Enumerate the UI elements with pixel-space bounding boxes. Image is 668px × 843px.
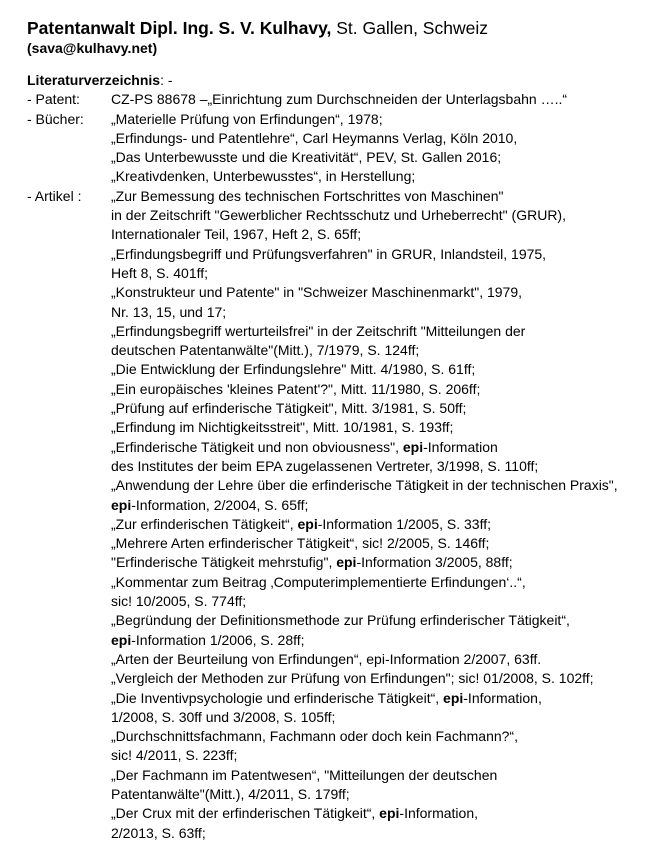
patent-entry-text [111,90,567,109]
artikel-entry-line [27,187,658,206]
patent-entry-line [27,90,658,109]
epi-bold-text: epi [443,689,464,706]
entry-segment: „Begründung der Definitionsmethode zur Prüfung erfinderischer Tätigkeit“, [111,612,570,629]
artikel-entry-text [111,206,566,225]
heading-text: Literaturverzeichnis [27,72,161,88]
artikel-entry-line [27,534,658,553]
entry-segment: -Information 1/2005, S. 33ff; [317,515,492,532]
entry-segment: „Durchschnittsfachmann, Fachmann oder doch kein Fachmann?“, [111,728,518,745]
artikel-entry-text [111,457,538,476]
artikel-entry-text [111,534,489,553]
entry-segment: „Erfindungsbegriff werturteilsfrei" in der Zeitschrift "Mitteilungen der [111,322,526,339]
entry-segment: des Institutes der beim EPA zugelassenen Vertreter, 3/1998, S. 110ff; [111,457,539,474]
artikel-entry-text [111,303,226,322]
artikel-entry-text [111,804,478,823]
entry-segment: -Information 1/2006, S. 28ff; [131,631,305,648]
entry-segment: „Erfindungs- und Patentlehre“, Carl Heymanns Verlag, Köln 2010, [111,129,518,146]
artikel-entry-text [111,418,453,437]
entry-segment: „Die Entwicklung der Erfindungslehre" Mitt. 4/1980, S. 61ff; [111,361,476,378]
artikel-entry-line [27,206,658,225]
entry-segment: -Information, [463,689,542,706]
epi-bold-text: epi [111,496,132,513]
artikel-entry-text [111,225,361,244]
letterhead [27,18,488,57]
attorney-email: (sava@kulhavy.net) [27,40,158,56]
artikel-entry-line [27,476,658,495]
entry-segment: „Arten der Beurteilung von Erfindungen“, epi-Information 2/2007, 63ff. [111,650,542,667]
artikel-entry-line [27,283,658,302]
artikel-entry-text [111,746,237,765]
entry-segment: -Information, 2/2004, S. 65ff; [131,496,309,513]
artikel-entry-line [27,303,658,322]
artikel-entry-text [111,650,541,669]
artikel-entry-line [27,457,658,476]
patent-label: - Patent: [27,91,80,108]
artikel-entry-text [111,611,570,630]
artikel-entry-text [111,245,546,264]
entry-segment: -Information 3/2005, 88ff; [356,554,513,571]
artikel-entry-text [111,785,350,804]
artikel-entry-line [27,264,658,283]
entry-segment: „Ein europäisches 'kleines Patent'?", Mitt. 11/1980, S. 206ff; [111,380,481,397]
artikel-entry-text [111,438,498,457]
artikel-entry-line [27,766,658,785]
artikel-entry-line [27,708,658,727]
entry-segment: „Materielle Prüfung von Erfindungen“, 1978; [111,110,383,127]
artikel-entry-text [111,187,503,206]
artikel-entry-text [111,360,475,379]
artikel-entry-line [27,418,658,437]
entry-segment: Heft 8, S. 401ff; [111,264,209,281]
entry-segment: „Zur erfinderischen Tätigkeit“, [111,515,298,532]
epi-bold-text: epi [297,515,318,532]
entry-segment: „Erfindung im Nichtigkeitsstreit", Mitt. 10/1981, S. 193ff; [111,419,454,436]
artikel-entry-line [27,225,658,244]
artikel-entry-line [27,689,658,708]
artikel-entry-line [27,399,658,418]
entry-segment: „Erfinderische Tätigkeit und non obviousness", [111,438,403,455]
artikel-entry-text [111,766,497,785]
artikel-entry-text [111,496,308,515]
entry-segment: „Der Fachmann im Patentwesen“, "Mitteilungen der deutschen [111,766,498,783]
literature-list [27,71,658,843]
entry-segment: deutschen Patentanwälte"(Mitt.), 7/1979, S. 124ff; [111,342,420,359]
artikel-label: - Artikel : [27,187,82,204]
artikel-entry-text [111,689,542,708]
epi-bold-text: epi [336,554,357,571]
artikel-entry-line [27,322,658,341]
letterhead-title [27,18,488,39]
artikel-entry-line [27,496,658,515]
artikel-entry-line [27,727,658,746]
entry-segment: CZ-PS 88678 –„Einrichtung zum Durchschneiden der Unterlagsbahn …..“ [111,91,568,108]
epi-bold-text: epi [111,631,132,648]
artikel-entry-line [27,824,658,843]
artikel-entry-line [27,785,658,804]
entry-segment: „Prüfung auf erfinderische Tätigkeit", Mitt. 3/1981, S. 50ff; [111,400,467,417]
entry-segment: „Der Crux mit der erfinderischen Tätigkeit“, [111,805,380,822]
entry-segment: -Information [423,438,498,455]
entry-segment: „Konstrukteur und Patente" in "Schweizer Maschinenmarkt", 1979, [111,284,523,301]
artikel-entry-text [111,283,522,302]
artikel-entry-line [27,650,658,669]
attorney-location: St. Gallen, Schweiz [331,18,488,38]
artikel-entry-text [111,708,335,727]
buecher-label: - Bücher: [27,110,84,127]
buecher-entry-text [111,148,501,167]
entry-segment: in der Zeitschrift "Gewerblicher Rechtsschutz und Urheberrecht" (GRUR), [111,207,566,224]
artikel-entry-text [111,341,419,360]
buecher-entry-line [27,167,658,186]
artikel-entry-line [27,360,658,379]
buecher-entry-line [27,129,658,148]
artikel-entry-text [111,727,518,746]
entry-segment: 2/2013, S. 63ff; [111,824,206,841]
buecher-entry-line [27,148,658,167]
artikel-entry-line [27,341,658,360]
artikel-entry-line [27,515,658,534]
entry-segment: Nr. 13, 15, und 17; [111,303,227,320]
heading-suffix: : - [160,72,173,88]
buecher-entry-line [27,110,658,129]
entry-segment: sic! 4/2011, S. 223ff; [111,747,238,764]
epi-bold-text: epi [379,805,400,822]
artikel-entry-line [27,380,658,399]
entry-segment: sic! 10/2005, S. 774ff; [111,593,247,610]
buecher-entry-text [111,167,415,186]
artikel-entry-line [27,611,658,630]
entry-segment: „Zur Bemessung des technischen Fortschrittes von Maschinen" [111,187,504,204]
buecher-entry-text [111,110,383,129]
literature-heading [27,71,658,90]
artikel-entry-text [111,380,480,399]
entry-segment: „Erfindungsbegriff und Prüfungsverfahren" in GRUR, Inlandsteil, 1975, [111,245,547,262]
artikel-entry-text [111,264,208,283]
entry-segment: „Kreativdenken, Unterbewusstes“, in Herstellung; [111,168,416,185]
entry-segment: „Mehrere Arten erfinderischer Tätigkeit“, sic! 2/2005, S. 146ff; [111,535,490,552]
entry-segment: Patentanwälte"(Mitt.), 4/2011, S. 179ff; [111,785,350,802]
artikel-entry-line [27,592,658,611]
artikel-entry-text [111,669,594,688]
entry-segment: „Kommentar zum Beitrag ‚Computerimplementierte Erfindungen‘..“, [111,573,526,590]
entry-segment: „Anwendung der Lehre über die erfinderische Tätigkeit in der technischen Praxis", [111,477,618,494]
entry-segment: „Die Inventivpsychologie und erfinderische Tätigkeit“, [111,689,444,706]
artikel-entry-line [27,553,658,572]
artikel-entry-text [111,399,466,418]
entry-segment: Internationaler Teil, 1967, Heft 2, S. 65ff; [111,226,362,243]
artikel-entry-line [27,245,658,264]
artikel-entry-line [27,669,658,688]
artikel-entry-text [111,631,305,650]
artikel-entry-text [111,476,618,495]
artikel-entry-text [111,515,491,534]
entry-segment: "Erfinderische Tätigkeit mehrstufig", [111,554,337,571]
artikel-entry-line [27,746,658,765]
artikel-entry-line [27,631,658,650]
entry-segment: „Vergleich der Methoden zur Prüfung von Erfindungen"; sic! 01/2008, S. 102ff; [111,670,594,687]
artikel-entry-line [27,438,658,457]
artikel-entry-text [111,322,525,341]
entry-segment: -Information, [399,805,478,822]
artikel-entry-line [27,573,658,592]
artikel-entry-text [111,553,513,572]
artikel-entry-line [27,804,658,823]
artikel-entry-text [111,824,206,843]
entry-segment: „Das Unterbewusste und die Kreativität“, PEV, St. Gallen 2016; [111,149,502,166]
entry-segment: 1/2008, S. 30ff und 3/2008, S. 105ff; [111,708,336,725]
artikel-entry-text [111,573,526,592]
attorney-name: Patentanwalt Dipl. Ing. S. V. Kulhavy, [27,18,332,38]
epi-bold-text: epi [402,438,424,455]
artikel-entry-text [111,592,246,611]
buecher-entry-text [111,129,517,148]
